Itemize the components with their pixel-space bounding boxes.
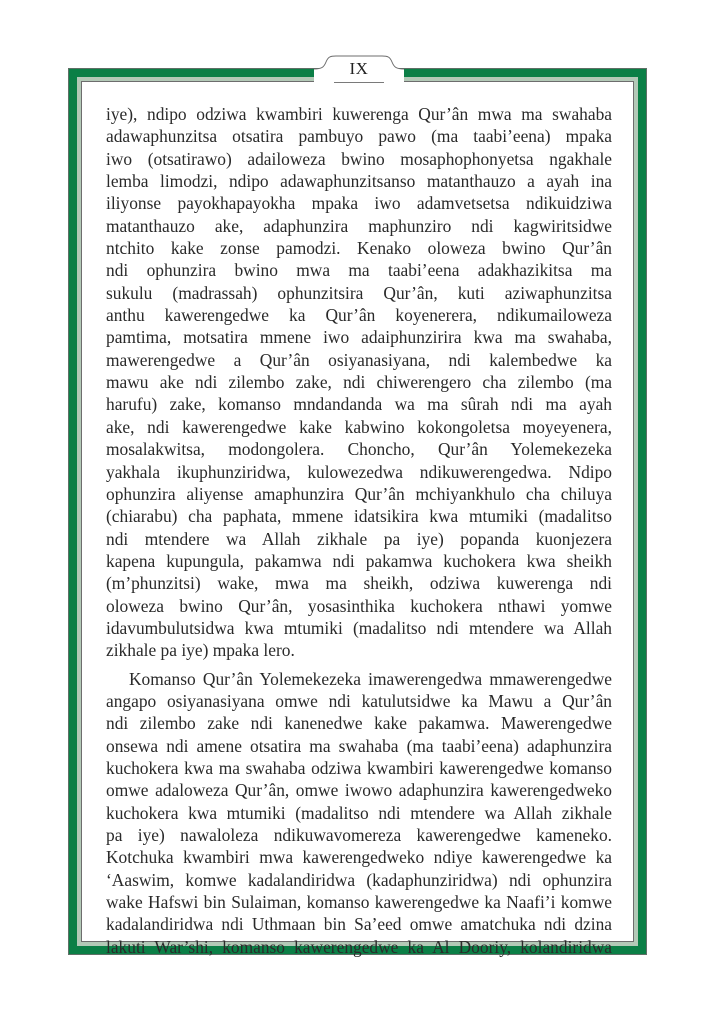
text-line: angapo osiyanasiyana omwe ndi katulutsidwe ka Mawu a Qur’ân	[106, 690, 612, 711]
text-line: wake Hafswi bin Sulaiman, komanso kawerengedwe ka Naafi’i komwe	[106, 892, 612, 913]
text-line: lemba limodzi, ndipo adawaphunzitsanso matanthauzo a ayah ina	[106, 171, 612, 192]
body-text	[106, 103, 612, 958]
page-number: IX	[349, 59, 369, 78]
text-line: Kotchuka kwambiri mwa kawerengedweko ndiye kawerengedwe ka	[106, 847, 612, 868]
text-line: mawerengedwe a Qur’ân osiyanasiyana, ndi kalembedwe ka	[106, 349, 612, 370]
text-line: ‘Aaswim, komwe kadalandiridwa (kadaphunziridwa) ndi ophunzira	[106, 869, 612, 890]
text-line: lakuti War’shi, komanso kawerengedwe ka Al Dooriy, kolandiridwa	[106, 936, 612, 957]
text-line: kuchokera kwa ma swahaba odziwa kwambiri kawerengedwe komanso	[106, 757, 612, 778]
text-line: ophunzira aliyense amaphunzira Qur’ân mchiyankhulo cha chiluya	[106, 483, 612, 504]
text-line: sukulu (madrassah) ophunzitsira Qur’ân, kuti aziwaphunzitsa	[106, 282, 612, 303]
text-line: ndi zilembo zake ndi kanenedwe kake pakamwa. Mawerengedwe	[106, 713, 612, 734]
page-number-tab	[324, 55, 394, 87]
text-line: pa iye) nawaloleza ndikuwavomereza kawerengedwe kameneko.	[106, 825, 612, 845]
paragraph	[106, 103, 612, 662]
text-line: adawaphunzitsa otsatira pambuyo pawo (ma taabi’eena) mpaka	[106, 126, 612, 147]
text-line: iwo (otsatirawo) adailoweza bwino mosaphophonyetsa ngakhale	[106, 148, 612, 169]
text-line: kadalandiridwa ndi Uthmaan bin Sa’eed omwe amatchuka ndi dzina	[106, 914, 612, 935]
text-line: (chiarabu) cha paphata, mmene idatsikira kwa mtumiki (madalitso	[106, 506, 612, 527]
text-line: ake, ndi kawerengedwe kake kabwino kokongoletsa moyeyenera,	[106, 416, 612, 437]
text-line: mosalakwitsa, modongolera. Choncho, Qur’ân Yolemekezeka	[106, 439, 612, 460]
text-line: harufu) zake, komanso mndandanda wa ma sûrah ndi ma ayah	[106, 394, 612, 415]
text-line: ndi mtendere wa Allah zikhale pa iye) popanda kuonjezera	[106, 528, 612, 549]
paragraph	[106, 668, 612, 958]
text-line: oloweza bwino Qur’ân, yosasinthika kuchokera nthawi yomwe	[106, 595, 612, 616]
text-line: idavumbulutsidwa kwa mtumiki (madalitso ndi mtendere wa Allah	[106, 617, 612, 638]
text-line: onsewa ndi amene otsatira ma swahaba (ma taabi’eena) adaphunzira	[106, 735, 612, 756]
text-line: mawu ake ndi zilembo zake, ndi chiwerengero cha zilembo (ma	[106, 372, 612, 393]
text-line: ntchito kake zonse pamodzi. Kenako oloweza bwino Qur’ân	[106, 238, 612, 259]
text-line: iliyonse payokhapayokha mpaka iwo adamvetsetsa ndikuidziwa	[106, 193, 612, 214]
text-line: Komanso Qur’ân Yolemekezeka imawerengedwa mmawerengedwe	[129, 668, 612, 689]
text-line: anthu kawerengedwe ka Qur’ân koyenerera, ndikumailoweza	[106, 305, 612, 326]
text-line: matanthauzo ake, adaphunzira maphunziro ndi kagwiritsidwe	[106, 215, 612, 236]
text-line: iye), ndipo odziwa kwambiri kuwerenga Qur’ân mwa ma swahaba	[106, 104, 612, 124]
text-line: zikhale pa iye) mpaka lero.	[106, 640, 295, 661]
text-line: yakhala ikuphunziridwa, kulowezedwa ndikuwerengedwa. Ndipo	[106, 461, 612, 482]
text-line: ndi ophunzira bwino mwa ma taabi’eena adakhazikitsa ma	[106, 260, 612, 281]
text-line: kapena kupungula, pakamwa ndi pakamwa kuchokera kwa sheikh	[106, 550, 612, 571]
page-number-underline	[334, 82, 384, 83]
text-line: pamtima, motsatira mmene iwo adaiphunzirira kwa ma swahaba,	[106, 327, 612, 348]
text-line: omwe adaloweza Qur’ân, omwe iwowo adaphunzira kawerengedweko	[106, 780, 612, 801]
text-line: kuchokera kwa mtumiki (madalitso ndi mtendere wa Allah zikhale	[106, 802, 612, 823]
text-line: (m’phunzitsi) wake, mwa ma sheikh, odziwa kuwerenga ndi	[106, 573, 612, 594]
